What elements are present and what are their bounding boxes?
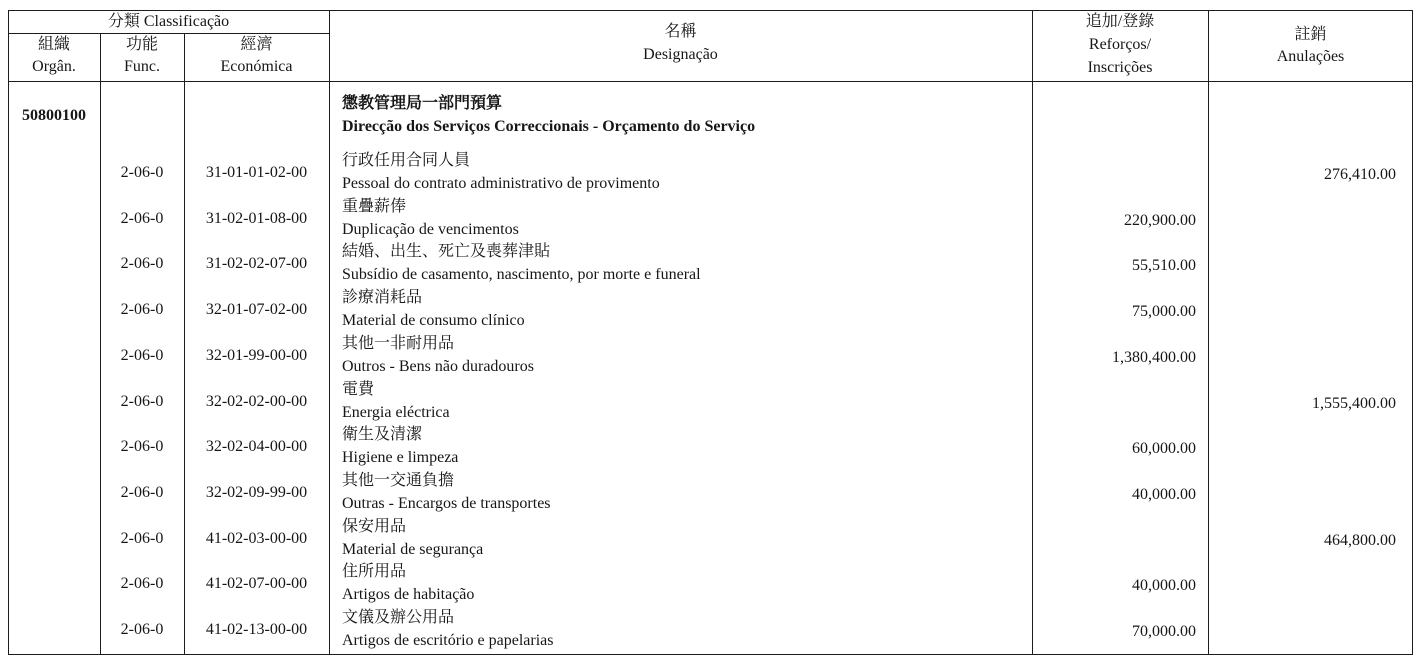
economic-header-zh: 經濟: [240, 36, 273, 53]
designation-zh: 住所用品: [342, 563, 407, 581]
reinforcement-amount: 55,510.00: [1132, 257, 1196, 275]
annulments-header-pt: Anulações: [1276, 48, 1345, 65]
functional-code: 2-06-0: [120, 392, 164, 410]
economic-code: 41-02-03-00-00: [205, 529, 308, 547]
reinforcement-amount: 40,000.00: [1132, 577, 1196, 595]
functional-code: 2-06-0: [120, 483, 164, 501]
reinforcements-header-pt-2: Inscrições: [1087, 59, 1153, 76]
header-bottom-rule: [8, 81, 1413, 82]
table-row: [0, 607, 1420, 653]
designation-zh: 診療消耗品: [342, 289, 423, 307]
functional-code: 2-06-0: [120, 301, 164, 319]
annulment-amount: 276,410.00: [1324, 166, 1396, 183]
economic-code: 32-01-07-02-00: [205, 301, 308, 319]
functional-code: 2-06-0: [120, 529, 164, 547]
designation-pt: Duplicação de vencimentos: [342, 220, 519, 238]
designation-pt: Outras - Encargos de transportes: [342, 494, 551, 512]
annulment-amount: 1,555,400.00: [1312, 394, 1396, 412]
reinforcement-amount: 1,380,400.00: [1112, 348, 1196, 366]
economic-code: 32-02-04-00-00: [205, 438, 308, 456]
reinforcements-header-pt-1: Reforços/: [1088, 36, 1152, 53]
organic-header-zh: 組織: [37, 36, 70, 53]
classification-header: [8, 10, 329, 33]
annulment-amount: 464,800.00: [1324, 531, 1396, 549]
functional-header-pt: Func.: [124, 58, 160, 75]
table-row: [0, 561, 1420, 607]
designation-pt: Material de segurança: [342, 540, 484, 558]
designation-pt: Artigos de escritório e papelarias: [342, 632, 554, 649]
functional-code: 2-06-0: [120, 346, 164, 364]
organic-header-pt: Orgân.: [32, 58, 76, 75]
designation-zh: 其他一交通負擔: [342, 471, 455, 489]
designation-zh: 衛生及清潔: [342, 426, 423, 444]
organic-code: 50800100: [22, 107, 86, 124]
designation-zh: 電費: [342, 380, 375, 398]
reinforcement-amount: 75,000.00: [1132, 303, 1196, 321]
reinforcement-amount: 40,000.00: [1132, 485, 1196, 503]
designation-zh: 行政任用合同人員: [342, 152, 471, 169]
organ-row: [0, 93, 1420, 139]
designation-pt: Outros - Bens não duradouros: [342, 357, 534, 375]
table-row: [0, 150, 1420, 196]
economic-code: 32-02-02-00-00: [205, 392, 308, 410]
reinforcement-amount: 70,000.00: [1132, 623, 1196, 640]
functional-code: 2-06-0: [120, 621, 164, 638]
designation-header-pt: Designação: [643, 46, 718, 63]
economic-code: 41-02-13-00-00: [205, 621, 308, 638]
designation-zh: 結婚、出生、死亡及喪葬津貼: [342, 243, 551, 261]
designation-pt: Energia eléctrica: [342, 403, 450, 421]
economic-code: 32-02-09-99-00: [205, 483, 308, 501]
table-row: [0, 241, 1420, 287]
reinforcement-amount: 60,000.00: [1132, 440, 1196, 458]
economic-code: 31-02-01-08-00: [205, 209, 308, 227]
designation-pt: Higiene e limpeza: [342, 449, 459, 467]
economic-code: 31-02-02-07-00: [205, 255, 308, 273]
table-row: [0, 470, 1420, 516]
economic-code: 32-01-99-00-00: [205, 346, 308, 364]
designation-pt: Pessoal do contrato administrativo de provimento: [342, 175, 660, 192]
functional-code: 2-06-0: [120, 164, 164, 181]
functional-code: 2-06-0: [120, 209, 164, 227]
designation-pt: Subsídio de casamento, nascimento, por morte e funeral: [342, 266, 701, 284]
organ-name-zh: 懲教管理局一部門預算: [342, 95, 503, 112]
designation-zh: 保安用品: [342, 517, 407, 535]
designation-pt: Artigos de habitação: [342, 586, 475, 604]
designation-header-zh: 名稱: [664, 23, 697, 40]
classification-pt: Classificação: [143, 13, 230, 30]
organ-name-pt: Direcção dos Serviços Correccionais - Orçamento do Serviço: [342, 118, 756, 135]
table-row: [0, 379, 1420, 425]
annulments-header-zh: 註銷: [1294, 26, 1327, 43]
table-row: [0, 287, 1420, 333]
designation-zh: 重疊薪俸: [342, 197, 407, 215]
functional-code: 2-06-0: [120, 255, 164, 273]
designation-zh: 文儀及辦公用品: [342, 609, 455, 626]
table-row: [0, 196, 1420, 242]
classification-zh: 分類: [107, 13, 140, 30]
functional-code: 2-06-0: [120, 438, 164, 456]
table-row: [0, 333, 1420, 379]
reinforcements-header-zh: 追加/登錄: [1085, 13, 1155, 30]
economic-header-pt: Económica: [220, 58, 293, 75]
functional-code: 2-06-0: [120, 575, 164, 593]
table-row: [0, 424, 1420, 470]
designation-zh: 其他一非耐用品: [342, 334, 455, 352]
functional-header-zh: 功能: [125, 36, 158, 53]
table-row: [0, 516, 1420, 562]
reinforcement-amount: 220,900.00: [1124, 211, 1196, 229]
economic-code: 41-02-07-00-00: [205, 575, 308, 593]
designation-pt: Material de consumo clínico: [342, 312, 525, 330]
economic-code: 31-01-01-02-00: [205, 164, 308, 181]
table-bottom-rule: [8, 654, 1413, 655]
